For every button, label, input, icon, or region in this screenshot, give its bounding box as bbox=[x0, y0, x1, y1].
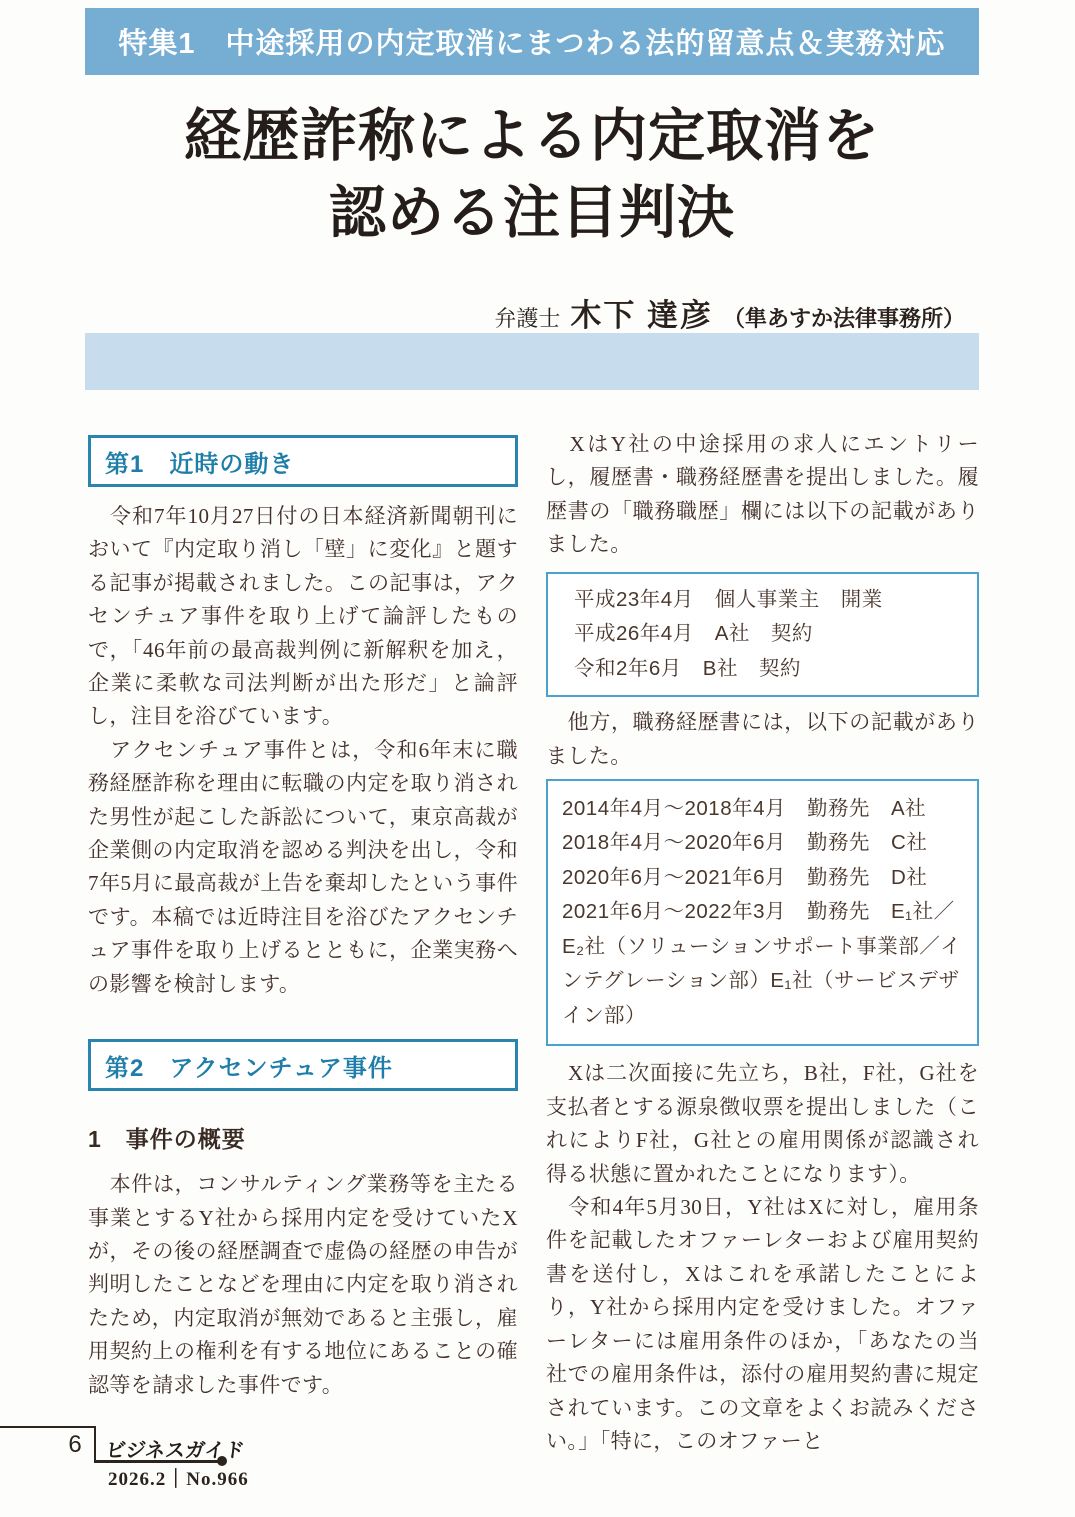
career-history-line: 2014年4月～2018年4月 勤務先 A社 bbox=[562, 796, 927, 820]
author-name: 木下 達彦 bbox=[570, 298, 713, 333]
career-history-box bbox=[546, 779, 979, 1047]
section-1-heading: 第1 近時の動き bbox=[105, 450, 295, 478]
career-history-line: 2021年6月～2022年3月 勤務先 E₁社／E₂社（ソリューションサポート事業部／インテグレーション部）E₁社（サービスデザイン部） bbox=[562, 900, 962, 1027]
left-paragraph-3: 本件は，コンサルティング業務等を主たる事業とするY社から採用内定を受けていたXが，その後の経歴調査で虚偽の経歴の申告が判明したことなどを理由に内定を取り消されたため，内定取消が無効であると主張し，雇用契約上の権利を有する地位にあることの確認等を請求した事件です。 bbox=[88, 1172, 518, 1397]
footer-rule-top bbox=[0, 1426, 96, 1428]
article-title-line2: 認める注目判決 bbox=[329, 181, 735, 245]
section-2-heading: 第2 アクセンチュア事件 bbox=[105, 1054, 393, 1082]
left-column bbox=[88, 435, 518, 1402]
section-1-heading-box bbox=[88, 435, 518, 487]
article-title bbox=[85, 98, 979, 252]
footer-rule-vertical bbox=[94, 1426, 96, 1462]
feature-banner-label: 特集1 中途採用の内定取消にまつわる法的留意点＆実務対応 bbox=[118, 28, 946, 60]
right-paragraph-4: 令和4年5月30日，Y社はXに対し，雇用条件を記載したオファーレターおよび雇用契約書を送付し，Xはこれを承諾したことにより，Y社から採用内定を受けました。オファーレターには雇用条件のほか，「あなたの当社での雇用条件は，添付の雇用契約書に規定されています。この文章をよくお読みください。」「特に，このオファーと bbox=[546, 1195, 979, 1453]
right-paragraph-3: Xは二次面接に先立ち，B社，F社，G社を支払者とする源泉徴収票を提出しました（これによりF社，G社との雇用関係が認識され得る状態に置かれたことになります）。 bbox=[546, 1061, 979, 1186]
author-byline bbox=[85, 290, 965, 335]
right-column bbox=[546, 428, 979, 1458]
right-paragraph-2: 他方，職務経歴書には，以下の記載がありました。 bbox=[546, 710, 979, 768]
decorative-band bbox=[85, 333, 979, 390]
resume-history-box bbox=[546, 572, 979, 698]
resume-history-line: 平成23年4月 個人事業主 開業 bbox=[574, 587, 883, 611]
section-2-heading-box bbox=[88, 1039, 518, 1091]
resume-history-line: 平成26年4月 A社 契約 bbox=[574, 622, 813, 646]
author-affiliation: （隼あすか法律事務所） bbox=[722, 306, 965, 331]
right-paragraph-1: XはY社の中途採用の求人にエントリーし，履歴書・職務経歴書を提出しました。履歴書の「職務職歴」欄には以下の記載がありました。 bbox=[546, 432, 979, 557]
subsection-1-heading: 1 事件の概要 bbox=[88, 1126, 246, 1153]
author-role: 弁護士 bbox=[494, 306, 561, 331]
left-paragraph-1: 令和7年10月27日付の日本経済新聞朝刊において『内定取り消し「壁」に変化』と題する記事が掲載されました。この記事は，アクセンチュア事件を取り上げて論評したもので，「46年前の最高裁判例に新解釈を加え，企業に柔軟な司法判断が出た形だ」と論評し，注目を浴びています。 bbox=[88, 504, 518, 729]
issue-info: 2026.2｜No.966 bbox=[108, 1469, 249, 1490]
career-history-line: 2020年6月～2021年6月 勤務先 D社 bbox=[562, 865, 928, 889]
feature-banner bbox=[85, 8, 979, 75]
magazine-logo: ビジネスガイド bbox=[104, 1440, 246, 1462]
left-paragraph-2: アクセンチュア事件とは，令和6年末に職務経歴詐称を理由に転職の内定を取り消された男性が起こした訴訟について，東京高裁が企業側の内定取消を認める判決を出し，令和7年5月に最高裁が上告を棄却したという事件です。本稿では近時注目を浴びたアクセンチュア事件を取り上げるとともに，企業実務への影響を検討します。 bbox=[88, 737, 518, 996]
resume-history-line: 令和2年6月 B社 契約 bbox=[574, 656, 801, 680]
page-number: 6 bbox=[68, 1431, 82, 1458]
career-history-line: 2018年4月～2020年6月 勤務先 C社 bbox=[562, 831, 928, 855]
article-title-line1: 経歴詐称による内定取消を bbox=[184, 104, 880, 168]
